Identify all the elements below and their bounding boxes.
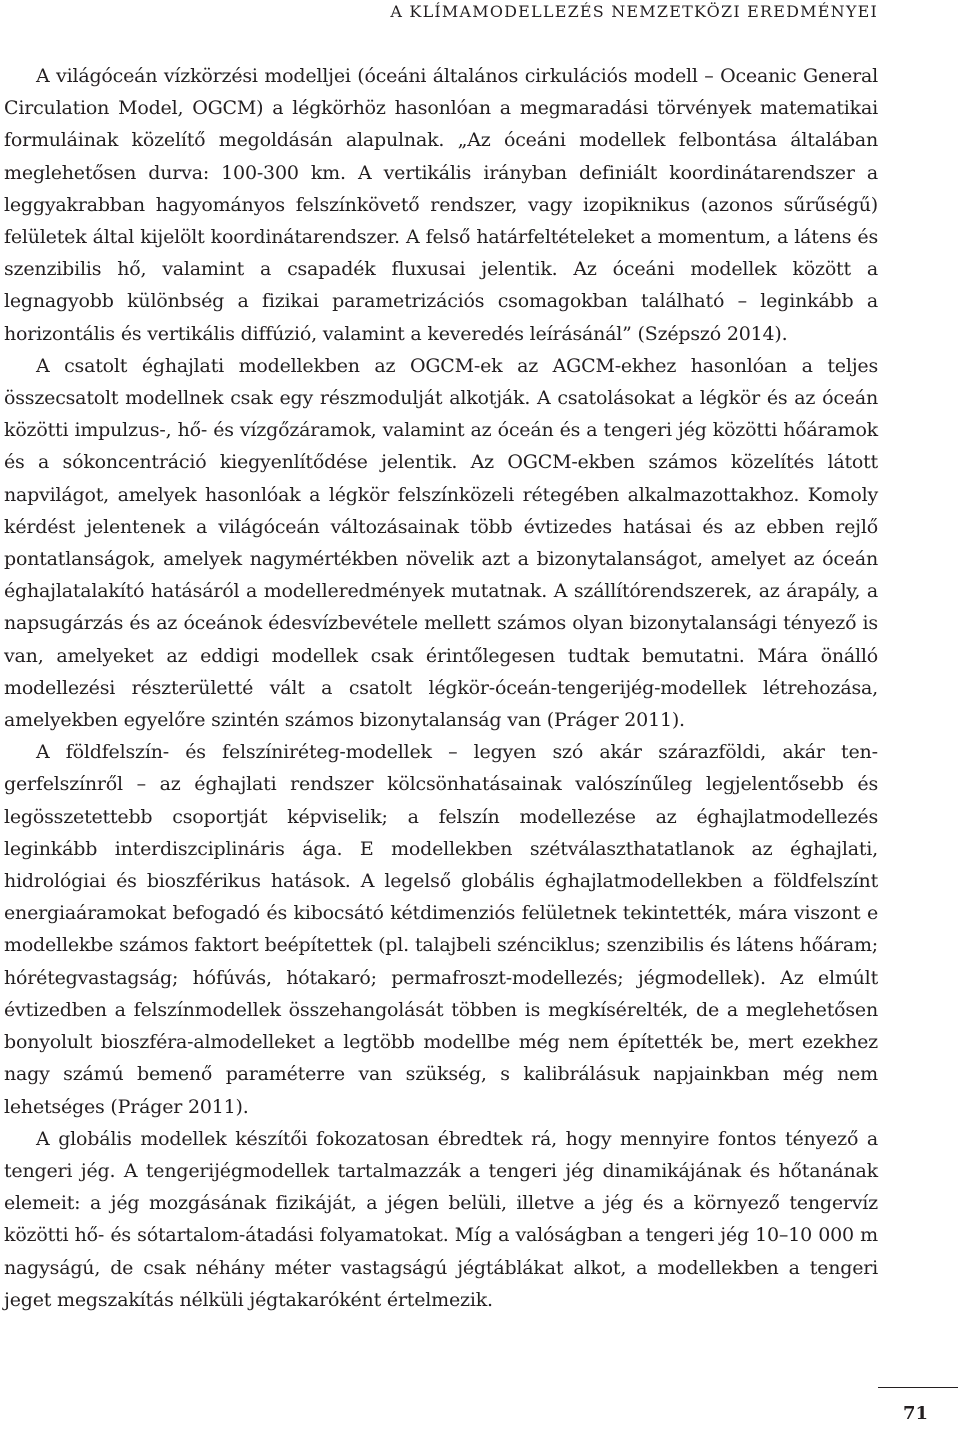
paragraph-coupled-models: A csatolt éghajlati modellekben az OGCM-ek az AGCM-ekhez hasonlóan a teljes összecsatolt modellnek csak egy részmodulját alkotják. A csatolásokat a légkör és az óceán közötti impulzus-, hő- és vízgőzáramok, valamint az óceán és a tengeri jég közötti hőáramok és a sókoncentráció kiegyenlítődése jelentik. Az OGCM-ekben számos közelítés látott napvilágot, amelyek hasonlóak a légkör felszínközeli rétegében alkalmazottakhoz. Komoly kérdést jelentenek a világóceán változásainak több évtizedes hatásai és az ebben rejlő pontatlanságok, amelyek nagymértékben növelik azt a bizonytalanságot, amelyet az óceán éghajlatalakító hatásáról a modelleredmények mutatnak. A szállítórendszerek, az árapály, a napsugárzás és az óceánok édesvízbevétele mellett számos olyan bizonytalansági tényező is van, amelyeket az eddigi modellek csak érintőlegesen tudtak bemutatni. Mára önálló modellezési részterületté vált a csatolt légkör-óceán-tengerijég-modellek létrehozása, amelyekben egyelőre szintén számos bizonytalanság van (Práger 2011). — [4, 354, 878, 732]
paragraph-land-surface-models: A földfelszín- és felszíniréteg-modellek – legyen szó akár szárazföldi, akár tengerfelszínről – az éghajlati rendszer kölcsönhatásainak valószínűleg legjelentősebb és legösszetettebb csoportját képviselik; a felszín modellezése az éghajlatmodellezés leginkább interdiszciplináris ága. E modellekben szétválaszthatatlanok az éghajlati, hidrológiai és bioszférikus hatások. A legelső globális éghajlatmodellekben a földfelszínt energiaáramokat befogadó és kibocsátó kétdimenziós felületnek tekintették, mára viszont e modellekbe számos faktort beépítettek (pl. talajbeli szénciklus; szenzibilis és látens hőáram; hórétegvastagság; hófúvás, hótakaró; permafroszt-modellezés; jégmodellek). Az elmúlt évtizedben a felszínmodellek összehangolását többen is megkísérelték, de a meglehetősen bonyolult bioszféra-almodelleket a legtöbb modellbe még nem építették be, mert ezekhez nagy számú bemenő paraméterre van szükség, s kalibrálásuk napjainkban még nem lehetséges (Práger 2011). — [4, 741, 878, 1118]
page-number: 71 — [902, 1403, 928, 1424]
paragraph-ocean-models: A világóceán vízkörzési modelljei (óceáni általános cirkulációs modell – Oceanic General Circulation Model, OGCM) a légkörhöz hasonlóan a megmaradási törvények matematikai formuláinak közelítő megoldásán alapulnak. „Az óceáni modellek felbontása általában meglehetősen durva: 100-300 km. A vertikális irányban definiált koordinátarendszer a leggyakrabban hagyományos felszínkövető rendszer, vagy izopiknikus (azonos sűrűségű) felületek által kijelölt koordinátarendszer. A felső határfeltételeket a momentum, a látens és szenzibilis hő, valamint a csapadék fluxusai jelentik. Az óceáni modellek között a legnagyobb különbség a fizikai parametrizációs csomagokban található – leginkább a horizontális és vertikális diffúzió, valamint a keveredés leírásánál” (Szépszó 2014). — [4, 65, 878, 345]
paragraph-sea-ice-models: A globális modellek készítői fokozatosan ébredtek rá, hogy mennyire fontos tényező a tengeri jég. A tengerijégmodellek tartalmazzák a tengeri jég dinamikájának és hőtanának elemeit: a jég mozgásának fizikáját, a jégen belüli, illetve a jég és a környező tengervíz közötti hő- és sótartalom-átadási folyamatokat. Míg a valóságban a tengeri jég 10–10 000 m nagyságú, de csak néhány méter vastagságú jégtáblákat alkot, a modellekben a tengeri jeget megszakítás nélküli jégtakaróként értelmezik. — [4, 1127, 878, 1311]
running-header: A KLÍMAMODELLEZÉS NEMZETKÖZI EREDMÉNYEI — [390, 2, 878, 21]
body-text — [4, 60, 878, 1316]
footer-rule — [878, 1387, 958, 1388]
